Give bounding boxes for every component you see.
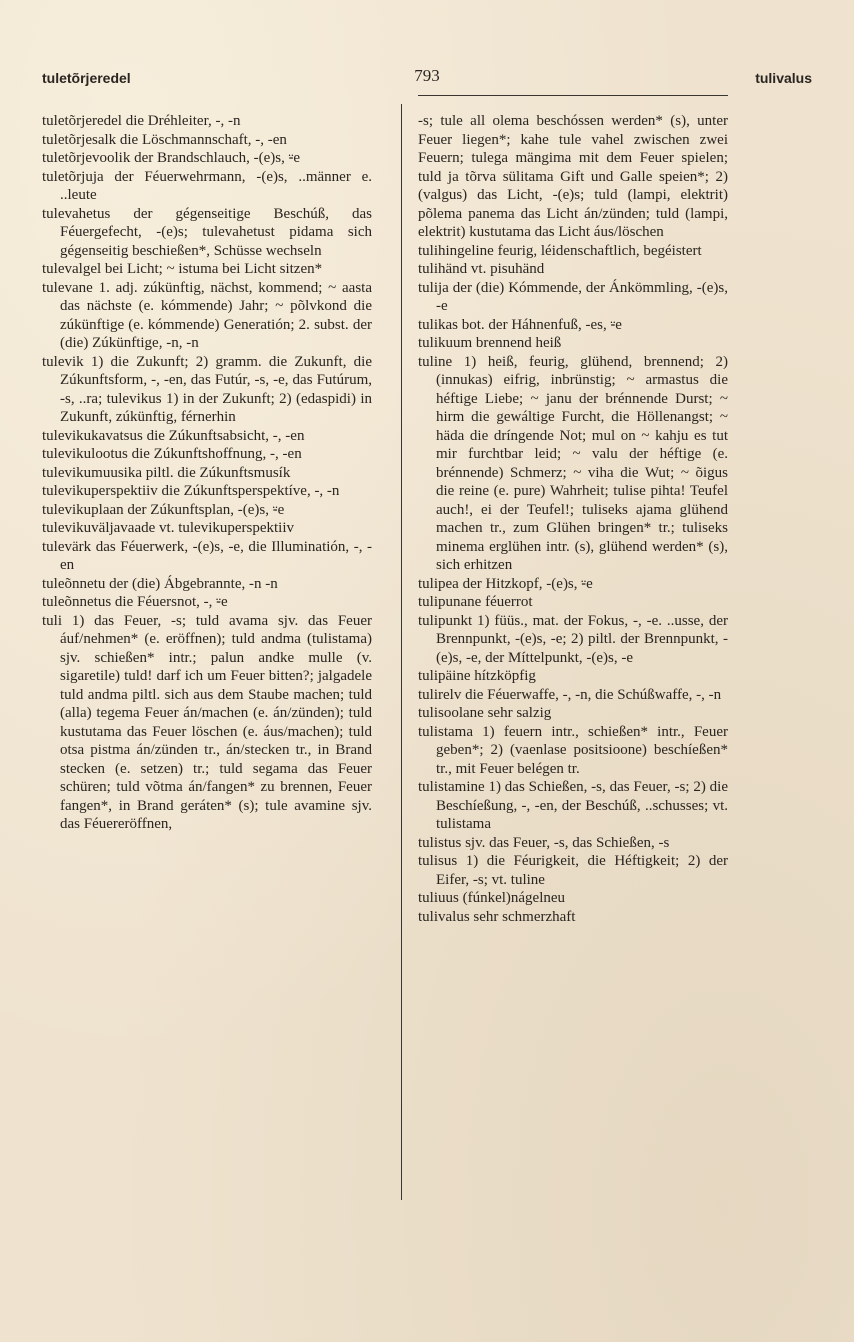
dictionary-entry: tulisus 1) die Féurigkeit, die Héftigkeit; 2) der Eifer, -s; vt. tuline	[418, 853, 728, 888]
dictionary-entry: tulisoolane sehr salzig	[418, 705, 552, 721]
dictionary-entry: tulevik 1) die Zukunft; 2) gramm. die Zukunft, die Zúkunftsform, -, -en, das Futúr, -s, -e, das Futúrum, -s, ..ra; tulevikus 1) in der Zukunft; 2) (edaspidi) in Zukunft, zúkünftig, férnerhin	[42, 353, 372, 425]
dictionary-entry: tulevikumuusika piltl. die Zúkunftsmusík	[42, 464, 291, 481]
dictionary-entry: tulipunkt 1) füüs., mat. der Fokus, -, -e. ..usse, der Brennpunkt, -(e)s, -e; 2) piltl. der Brennpunkt, -(e)s, -e, der Míttelpunkt, -(e)s, -e	[418, 612, 728, 666]
dictionary-entry: tulevikuplaan der Zúkunftsplan, -(e)s, ⸚e	[42, 501, 285, 518]
dictionary-entry: tulistama 1) feuern intr., schießen* intr., Feuer geben*; 2) (vaenlase positsioone) beschíeßen* tr., mit Feuer belégen tr.	[418, 723, 728, 777]
left-column	[42, 112, 372, 834]
dictionary-entry: tuleõnnetu der (die) Ábgebrannte, -n -n	[42, 575, 278, 592]
dictionary-entry: tulevikulootus die Zúkunftshoffnung, -, -en	[42, 446, 302, 462]
page-number: 793	[414, 66, 440, 85]
dictionary-entry: tulihänd vt. pisuhänd	[418, 261, 545, 277]
header-left-guide-word: tuletõrjeredel	[42, 70, 131, 86]
dictionary-entry: tuli 1) das Feuer, -s; tuld avama sjv. das Feuer áuf/nehmen* (e. eröffnen); tuld andma (tulistama) sjv. schießen* intr.; palun andke mulle (v. sigaretile) tuld! darf ich um Feuer bitten?; jalgadele tuld andma piltl. sich aus dem Staube machen; tuld (alla) tegema Feuer án/machen (e. án/zünden); tuld kustutama das Feuer löschen (e. áus/machen); tuld otsa pistma án/zünden tr., án/stecken tr., in Brand stecken (e. setzen) tr.; tuld segama das Feuer schüren; tuld võtma án/fangen* zu brennen, Feuer fangen*, in Brand geráten* (s); tule avamine sjv. das Féuereröffnen,	[42, 612, 372, 832]
dictionary-entry: tuliuus (fúnkel)nágelneu	[418, 890, 566, 906]
dictionary-entry: tulirelv die Féuerwaffe, -, -n, die Schúßwaffe, -, -n	[418, 686, 722, 703]
dictionary-entry: tulipäine hítzköpfig	[418, 668, 536, 684]
dictionary-entry: tulevikukavatsus die Zúkunftsabsicht, -, -en	[42, 427, 305, 444]
dictionary-entry: tuletõrjeredel die Dréhleiter, -, -n	[42, 113, 241, 129]
dictionary-entry: tuletõrjevoolik der Brandschlauch, -(e)s, ⸚e	[42, 150, 301, 166]
dictionary-entry: tulevalgel bei Licht; ~ istuma bei Licht sitzen*	[42, 261, 323, 277]
dictionary-entry: tulihingeline feurig, léidenschaftlich, begéistert	[418, 242, 702, 259]
dictionary-entry: tulevikuperspektiiv die Zúkunftsperspektíve, -, -n	[42, 483, 340, 499]
dictionary-entry: tuletõrjesalk die Löschmannschaft, -, -en	[42, 131, 287, 148]
dictionary-entry: tulikuum brennend heiß	[418, 335, 562, 351]
dictionary-entry: tulevikuväljavaade vt. tulevikuperspektiiv	[42, 520, 295, 536]
dictionary-entry-continuation: -s; tule all olema beschóssen werden* (s), unter Feuer liegen*; kahe tule vahel zwischen zwei Feuern; tulega mängima mit dem Feuer spielen; tuld ja tõrva sülitama Gift und Galle speien*; 2) (valgus) das Licht, -(e)s; tuld (lampi, elektrit) põlema panema das Licht án/zünden; tuld (lampi, elektrit) kustutama das Licht áus/löschen	[418, 113, 728, 240]
page-header	[42, 66, 812, 94]
dictionary-entry: tulevahetus der gégenseitige Beschúß, das Féuergefecht, -(e)s; tulevahetust pidama sich gégenseitig beschießen*, Schüsse wechseln	[42, 205, 372, 259]
dictionary-entry: tulipea der Hitzkopf, -(e)s, ⸚e	[418, 575, 593, 592]
dictionary-entry: tulipunane féuerrot	[418, 594, 533, 610]
dictionary-entry: tulikas bot. der Háhnenfuß, -es, ⸚e	[418, 316, 622, 333]
dictionary-entry: tulistus sjv. das Feuer, -s, das Schießen, -s	[418, 834, 670, 851]
dictionary-entry: tulivalus sehr schmerzhaft	[418, 908, 576, 925]
dictionary-entry: tulija der (die) Kómmende, der Ánkömmling, -(e)s, -e	[418, 279, 728, 314]
dictionary-entry: tuline 1) heiß, feurig, glühend, brennend; 2) (innukas) eifrig, inbrünstig; ~ armastus die héftige Liebe; ~ janu der brénnende Durst; ~ hirm die gewáltige Furcht, die Höllenangst; ~ häda die dríngende Not; mul on ~ kahju es tut mir furchtbar leid; ~ valu der héftige (e. brénnende) Schmerz; ~ viha die Wut; ~ õigus die reine (e. pure) Wahrheit; tulise pihta! Teufel auch!, ei der Teufel!; tuliseks ajama glühend machen tr., zum Glühen bringen* tr.; tuliseks minema erglühen intr. (s), glühend werden* (s), sich erhitzen	[418, 353, 728, 573]
right-column	[418, 112, 728, 926]
dictionary-entry: tuletõrjuja der Féuerwehrmann, -(e)s, ..männer e. ..leute	[42, 168, 372, 203]
dictionary-entry: tulevärk das Féuerwerk, -(e)s, -e, die Illuminatión, -, -en	[42, 538, 372, 573]
header-rule	[418, 95, 728, 96]
header-right-guide-word: tulivalus	[755, 70, 812, 86]
column-divider	[401, 104, 402, 1200]
dictionary-entry: tulistamine 1) das Schießen, -s, das Feuer, -s; 2) die Beschíeßung, -, -en, der Beschúß, ..schusses; vt. tulistama	[418, 779, 728, 832]
dictionary-entry: tulevane 1. adj. zúkünftig, nächst, kommend; ~ aasta das nächste (e. kómmende) Jahr; ~ põlvkond die zúkünftige (e. kómmende) Generatión; 2. subst. der (die) Zúkünftige, -n, -n	[42, 279, 372, 351]
dictionary-entry: tuleõnnetus die Féuersnot, -, ⸚e	[42, 594, 228, 610]
